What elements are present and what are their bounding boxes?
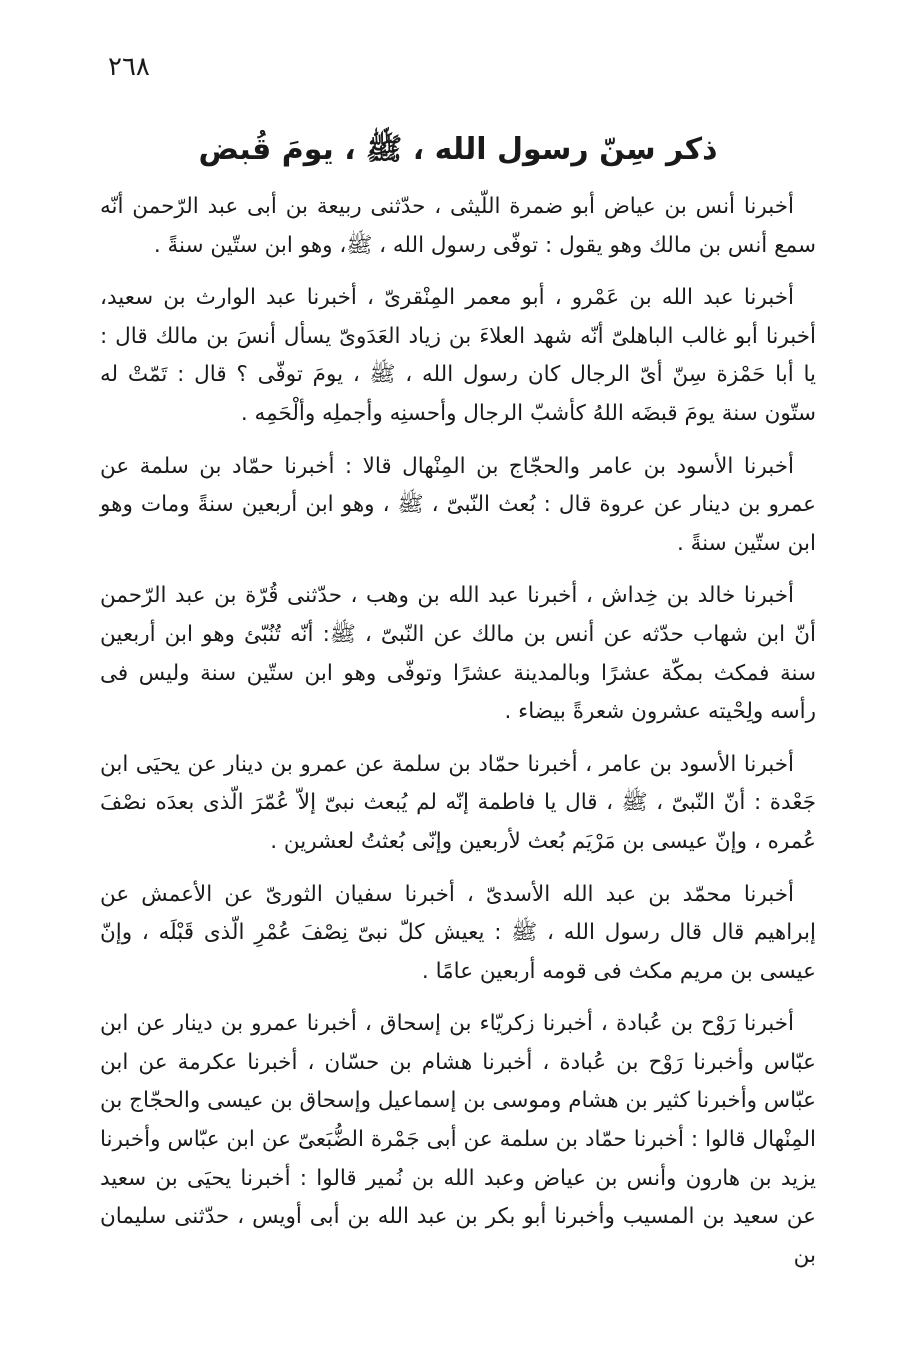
paragraph-1: أخبرنا أنس بن عياض أبو ضمرة اللّيثى ، حدّثنى ربيعة بن أبى عبد الرّحمن أنّه سمع أنس بن مالك وهو يقول : توفّى رسول الله ، ﷺ، وهو ابن ستّين سنةً . (100, 194, 816, 258)
chapter-title: ذكر سِنّ رسول الله ، ﷺ ، يومَ قُبض (198, 132, 718, 167)
paragraph-3: أخبرنا الأسود بن عامر والحجّاج بن المِنْهال قالا : أخبرنا حمّاد بن سلمة عن عمرو بن دينار عن عروة قال : بُعث النّبىّ ، ﷺ ، وهو ابن أربعين سنةً ومات وهو ابن ستّين سنةً . (100, 453, 816, 556)
page-number: ٢٦٨ (108, 52, 150, 82)
paragraph-4: أخبرنا خالد بن خِداش ، أخبرنا عبد الله بن وهب ، حدّثنى قُرّة بن عبد الرّحمن أنّ ابن شهاب حدّثه عن أنس بن مالك عن النّبىّ ، ﷺ: أنّه تُنُبّئ وهو ابن أربعين سنة فمكث بمكّة عشرًا وبالمدينة عشرًا وتوفّى وهو ابن ستّين سنة وليس فى رأسه ولِحْيته عشرون شعرةً بيضاء . (100, 583, 816, 725)
paragraph-2: أخبرنا عبد الله بن عَمْرو ، أبو معمر المِنْقرىّ ، أخبرنا عبد الوارث بن سعيد، أخبرنا أبو غالب الباهلىّ أنّه شهد العلاءَ بن زياد العَدَوىّ يسأل أنسَ بن مالك قال : يا أبا حَمْزة سِنّ أىّ الرجال كان رسول الله ، ﷺ ، يومَ توفّى ؟ قال : تَمّتْ له ستّون سنة يومَ قبضَه اللهُ كأشبّ الرجال وأحسنِه وأجملِه وألْحَمِه . (100, 285, 816, 426)
paragraph-5: أخبرنا الأسود بن عامر ، أخبرنا حمّاد بن سلمة عن عمرو بن دينار عن يحيَى ابن جَعْدة : أنّ النّبىّ ، ﷺ ، قال يا فاطمة إنّه لم يُبعث نبىّ إلاّ عُمّرَ الّذى بعدَه نصْفَ عُمره ، وإنّ عيسى بن مَرْيَم بُعث لأربعين وإنّى بُعثتُ لعشرين . (100, 751, 816, 854)
body-text (100, 188, 816, 1289)
paragraph-6: أخبرنا محمّد بن عبد الله الأسدىّ ، أخبرنا سفيان الثورىّ عن الأعمش عن إبراهيم قال قال رسول الله ، ﷺ : يعيش كلّ نبىّ نِصْفَ عُمْرِ الّذى قَبْلَه ، وإنّ عيسى بن مريم مكث فى قومه أربعين عامًا . (100, 881, 816, 984)
paragraph-7: أخبرنا رَوْح بن عُبادة ، أخبرنا زكريّاء بن إسحاق ، أخبرنا عمرو بن دينار عن ابن عبّاس وأخبرنا رَوْح بن عُبادة ، أخبرنا هشام بن حسّان ، أخبرنا عكرمة عن ابن عبّاس وأخبرنا كثير بن هشام وموسى بن إسماعيل وإسحاق بن عيسى والحجّاج بن المِنْهال قالوا : أخبرنا حمّاد بن سلمة عن أبى جَمْرة الضُّبَعىّ عن ابن عبّاس وأخبرنا يزيد بن هارون وأنس بن عياض وعبد الله بن نُمير قالوا : أخبرنا يحيَى بن سعيد عن سعيد بن المسيب وأخبرنا أبو بكر بن عبد الله بن أبى أويس ، حدّثنى سليمان بن (99, 1011, 816, 1268)
